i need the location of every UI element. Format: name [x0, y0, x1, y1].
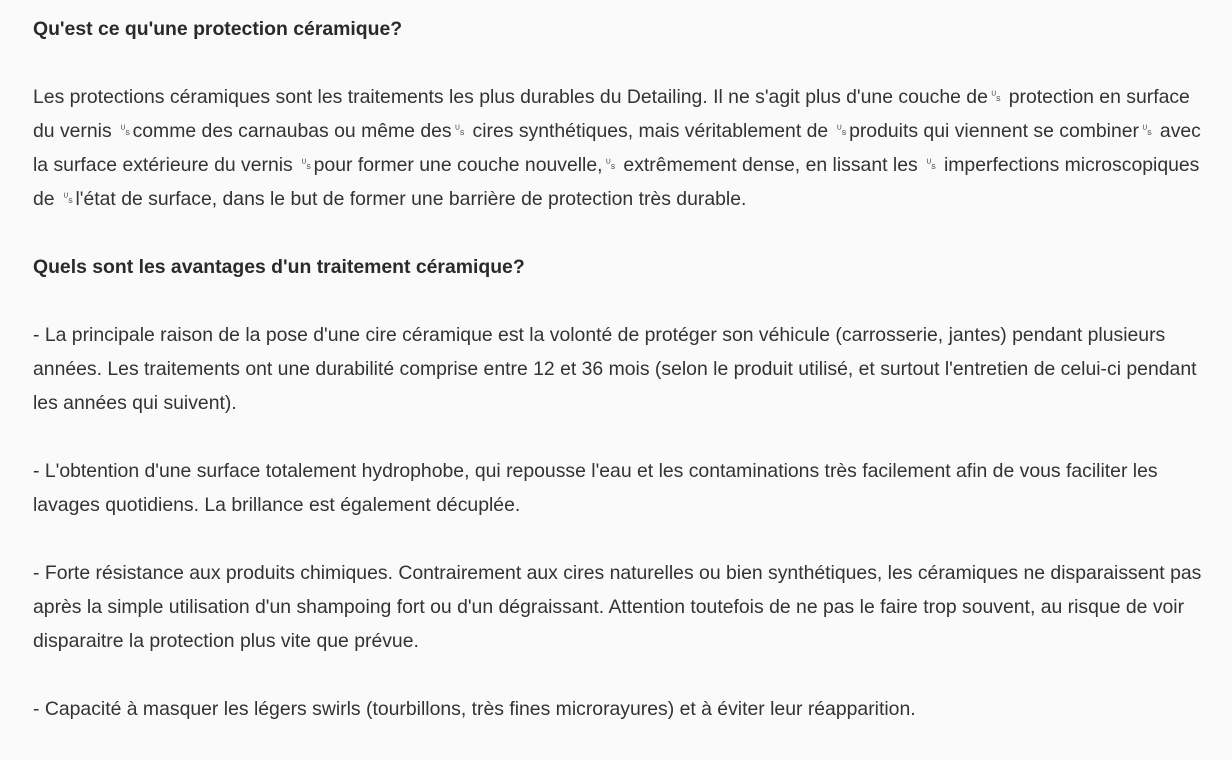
- intro-paragraph: Les protections céramiques sont les traitements les plus durables du Detailing. Il ne s'agit plus d'une couche de␟ protection en surface du vernis ␟comme des carnaubas ou même des␟ cires synthétiques, mais véritablement de ␟produits qui viennent se combiner␟ avec la surface extérieure du vernis ␟pour former une couche nouvelle,␟ extrêmement dense, en lissant les ␟ imperfections microscopiques de ␟l'état de surface, dans le but de former une barrière de protection très durable.: [33, 86, 1201, 210]
- section-heading-advantages: Quels sont les avantages d'un traitement céramique?: [33, 256, 525, 278]
- article-body: [33, 12, 1203, 760]
- advantage-paragraph: - L'obtention d'une surface totalement hydrophobe, qui repousse l'eau et les contaminations très facilement afin de vous faciliter les lavages quotidiens. La brillance est également décuplée.: [33, 460, 1158, 516]
- advantage-paragraph: - Capacité à masquer les légers swirls (tourbillons, très fines microrayures) et à éviter leur réapparition.: [33, 698, 916, 720]
- section-heading-what-is: Qu'est ce qu'une protection céramique?: [33, 18, 403, 40]
- advantage-paragraph: - Forte résistance aux produits chimiques. Contrairement aux cires naturelles ou bien synthétiques, les céramiques ne disparaissent pas après la simple utilisation d'un shampoing fort ou d'un dégraissant. Attention toutefois de ne pas le faire trop souvent, au risque de voir disparaitre la protection plus vite que prévue.: [33, 562, 1202, 652]
- advantage-paragraph: - La principale raison de la pose d'une cire céramique est la volonté de protéger son véhicule (carrosserie, jantes) pendant plusieurs années. Les traitements ont une durabilité comprise entre 12 et 36 mois (selon le produit utilisé, et surtout l'entretien de celui-ci pendant les années qui suivent).: [33, 324, 1197, 414]
